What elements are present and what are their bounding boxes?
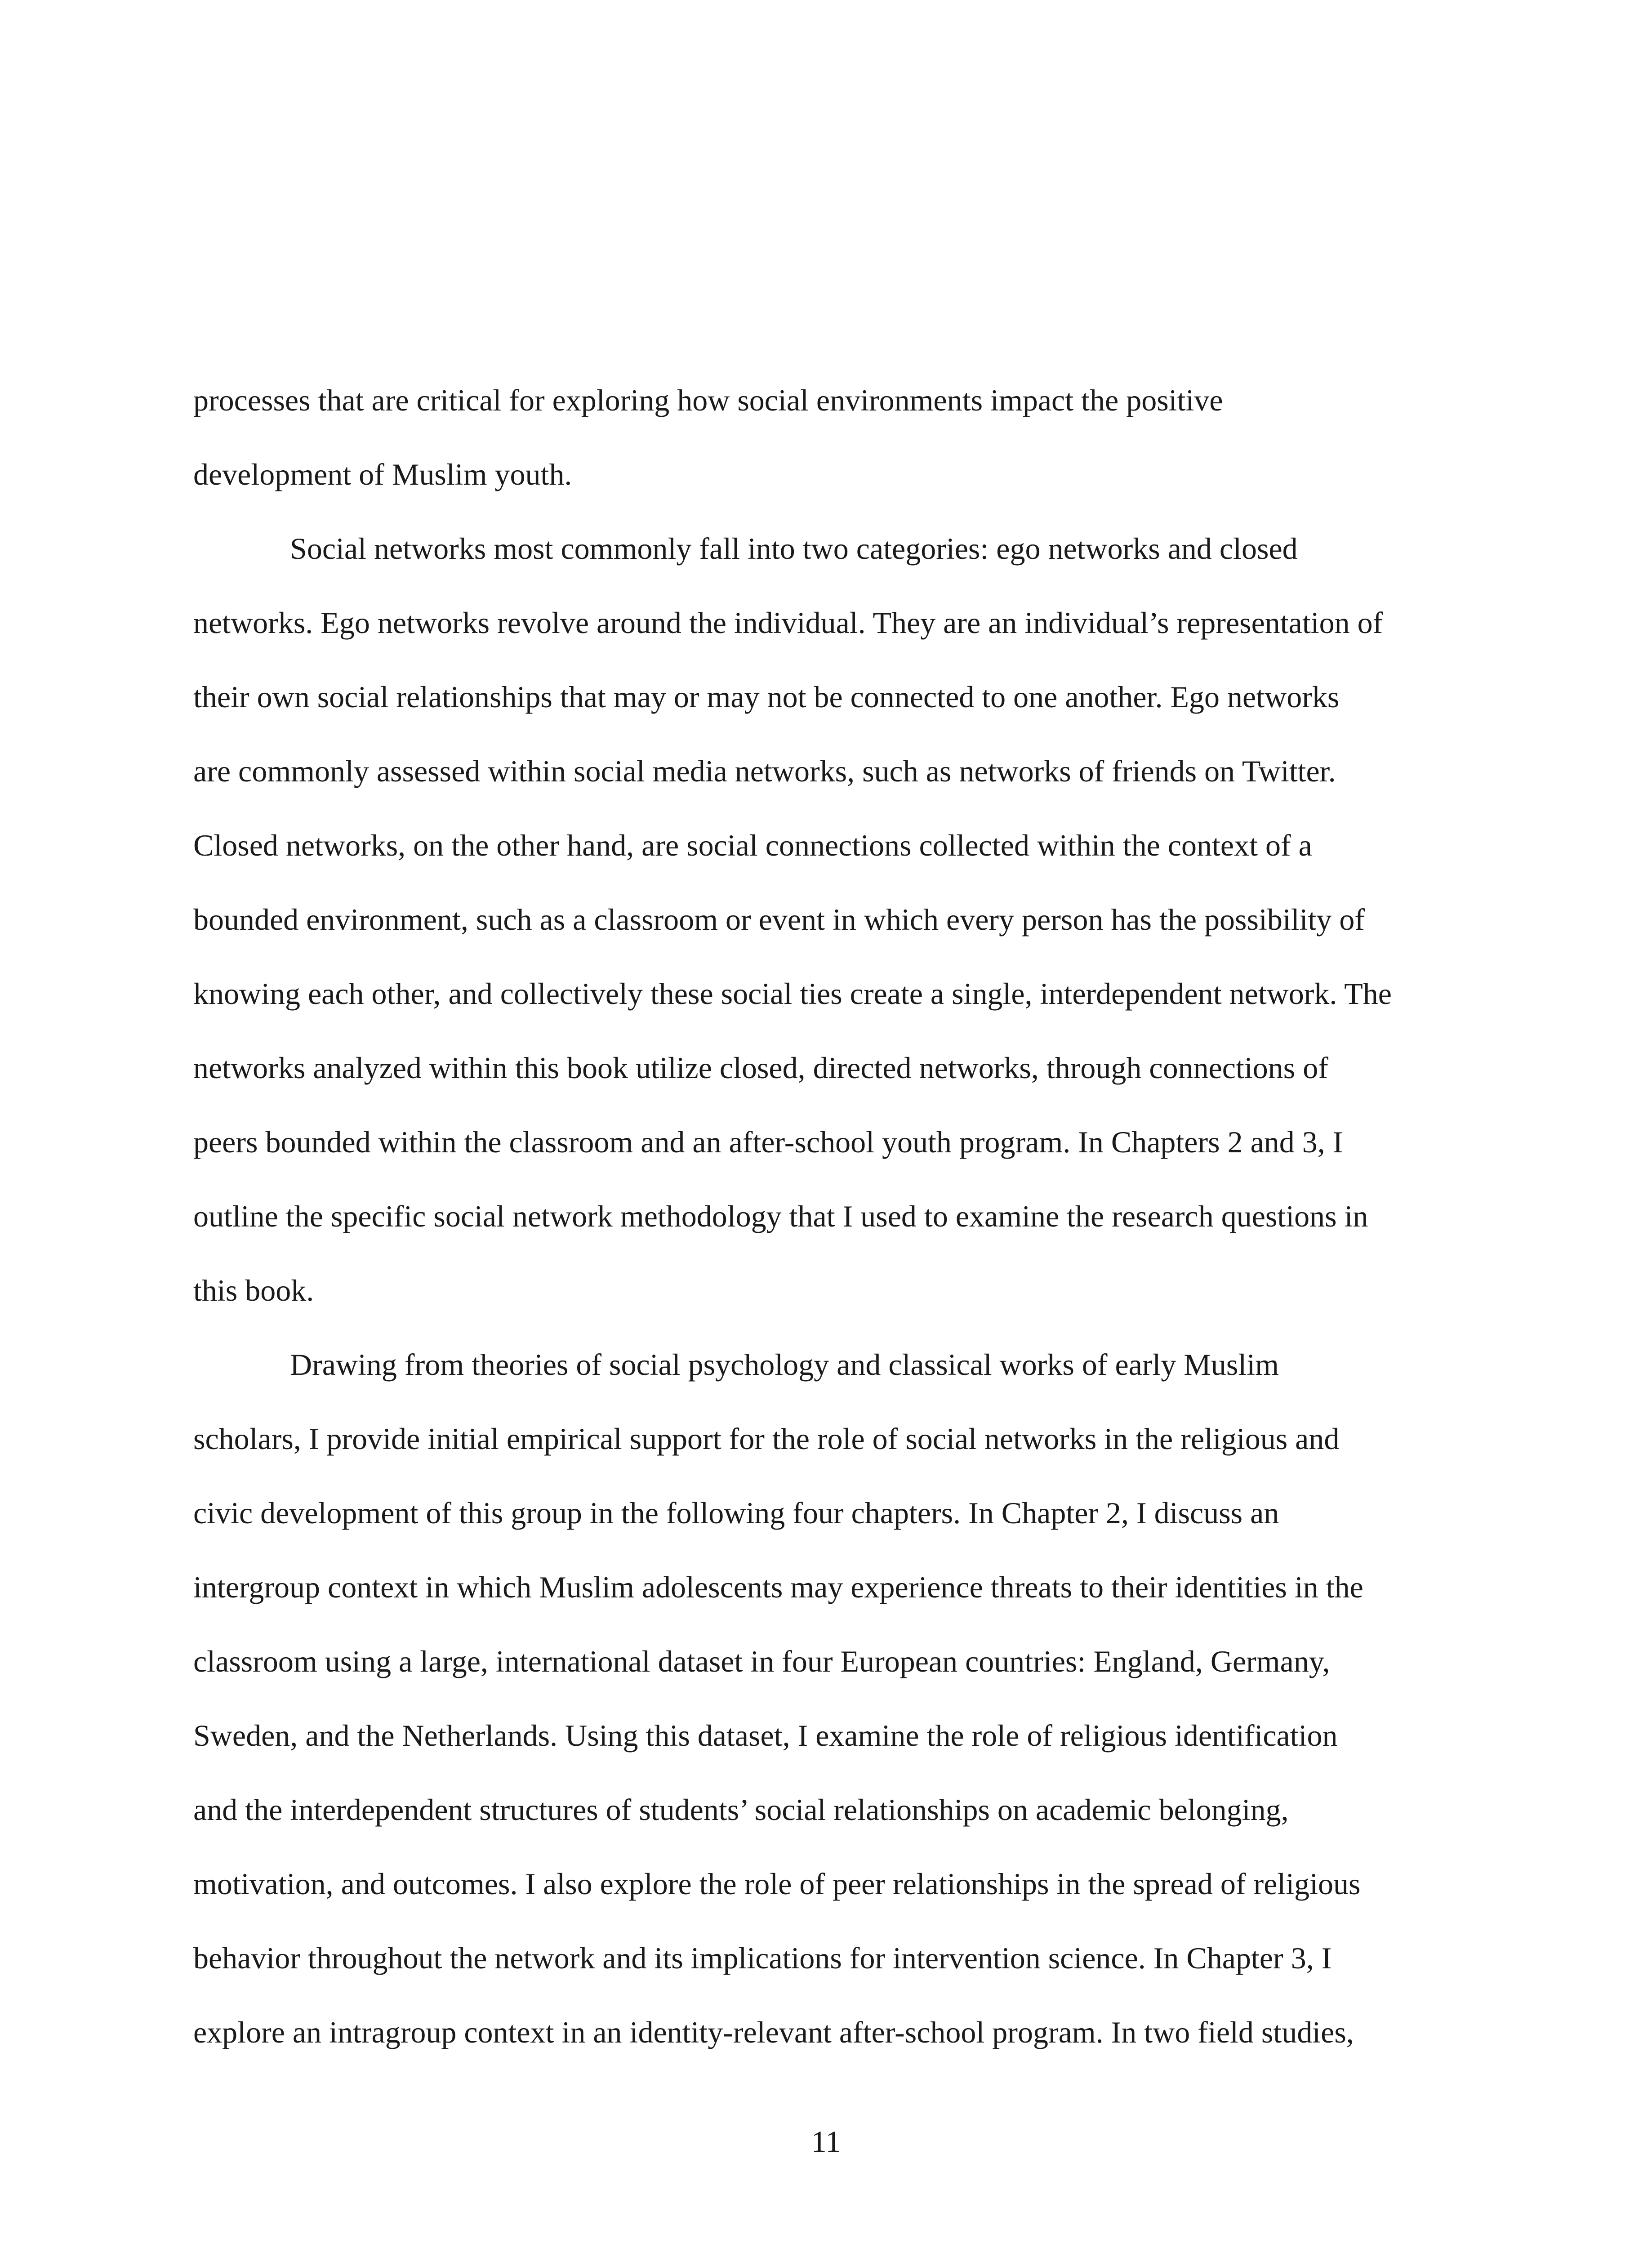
- text-line: networks. Ego networks revolve around the individual. They are an individual’s representation of: [193, 606, 1383, 640]
- text-line: classroom using a large, international dataset in four European countries: England, Germany,: [193, 1644, 1330, 1678]
- text-line: networks analyzed within this book utilize closed, directed networks, through connections of: [193, 1051, 1328, 1085]
- paragraph-start-line: Drawing from theories of social psychology and classical works of early Muslim: [290, 1347, 1279, 1382]
- text-line: Sweden, and the Netherlands. Using this dataset, I examine the role of religious identification: [193, 1718, 1338, 1753]
- text-line: behavior throughout the network and its implications for intervention science. In Chapter 3, I: [193, 1941, 1332, 1975]
- text-line: and the interdependent structures of students’ social relationships on academic belonging,: [193, 1793, 1289, 1827]
- body-text: [193, 363, 1465, 2070]
- text-line: this book.: [193, 1273, 314, 1307]
- text-line: their own social relationships that may or may not be connected to one another. Ego networks: [193, 680, 1340, 714]
- text-line: explore an intragroup context in an identity-relevant after-school program. In two field studies,: [193, 2015, 1354, 2049]
- text-line: processes that are critical for exploring how social environments impact the positive: [193, 383, 1223, 417]
- text-line: development of Muslim youth.: [193, 457, 572, 491]
- text-line: outline the specific social network methodology that I used to examine the research questions in: [193, 1199, 1368, 1233]
- page-number: 11: [811, 2124, 841, 2159]
- text-line: scholars, I provide initial empirical support for the role of social networks in the religious and: [193, 1422, 1340, 1456]
- text-line: motivation, and outcomes. I also explore the role of peer relationships in the spread of religious: [193, 1867, 1361, 1901]
- text-line: knowing each other, and collectively these social ties create a single, interdependent network. The: [193, 977, 1392, 1011]
- text-line: intergroup context in which Muslim adolescents may experience threats to their identities in the: [193, 1570, 1363, 1604]
- text-line: civic development of this group in the following four chapters. In Chapter 2, I discuss an: [193, 1496, 1279, 1530]
- text-line: are commonly assessed within social media networks, such as networks of friends on Twitter.: [193, 754, 1336, 788]
- text-line: Closed networks, on the other hand, are social connections collected within the context of a: [193, 828, 1312, 862]
- text-line: bounded environment, such as a classroom or event in which every person has the possibility of: [193, 902, 1365, 937]
- paragraph-start-line: Social networks most commonly fall into two categories: ego networks and closed: [290, 531, 1298, 566]
- text-line: peers bounded within the classroom and an after-school youth program. In Chapters 2 and 3, I: [193, 1125, 1343, 1159]
